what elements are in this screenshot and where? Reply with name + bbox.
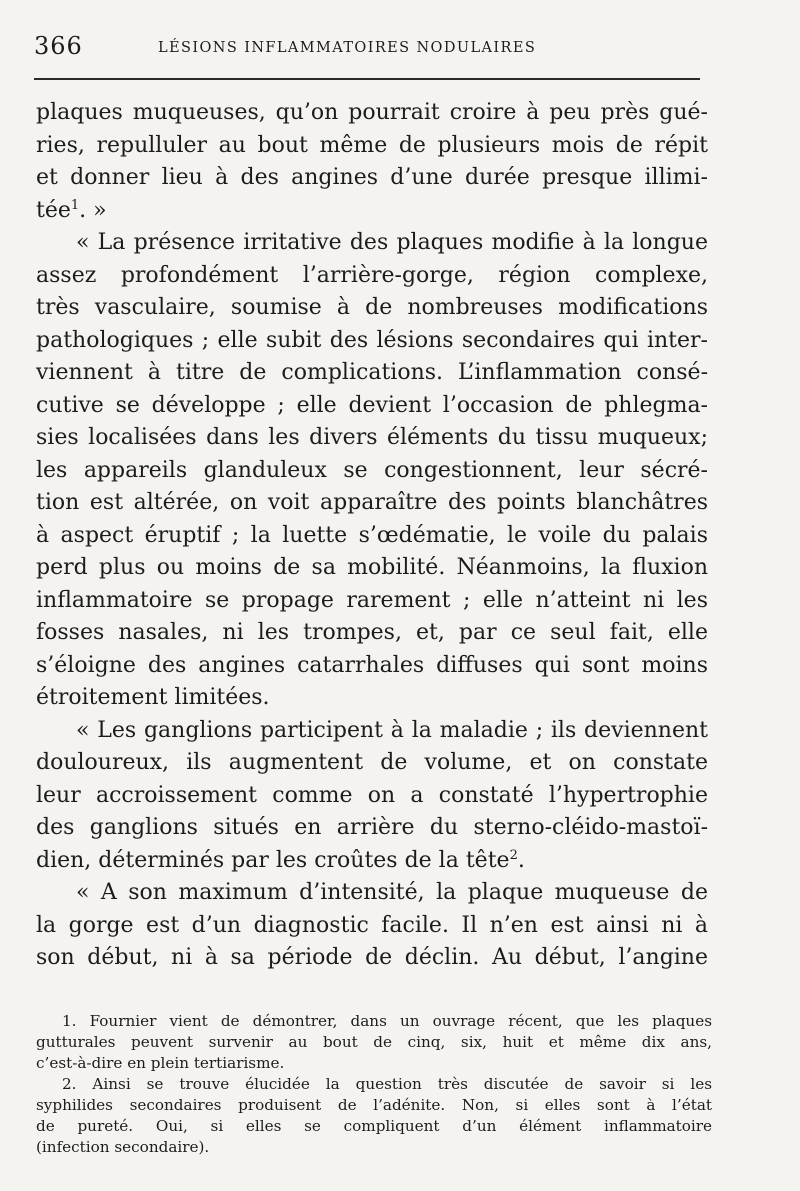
text-line-text: ries, repulluler au bout même de plusieurs mois de répit (36, 132, 708, 158)
text-line (36, 585, 708, 618)
footnote-reference[interactable]: 1 (70, 197, 80, 213)
footnote-line-text: (infection secondaire). (36, 1138, 210, 1156)
footnote-line (36, 1053, 712, 1074)
text-line (36, 325, 708, 358)
text-line-text: tée (36, 197, 71, 223)
page-header (34, 30, 700, 70)
text-line (36, 552, 708, 585)
footnote-line-text: c’est-à-dire en plein tertiarisme. (36, 1054, 285, 1072)
text-line (36, 910, 708, 943)
text-line (36, 422, 708, 455)
text-line-text: . (517, 847, 525, 873)
text-line-text: assez profondément l’arrière-gorge, région complexe, (36, 262, 708, 288)
text-line-text: viennent à titre de complications. L’inflammation consé- (36, 360, 708, 385)
text-line-text: inflammatoire se propage rarement ; elle n’atteint ni les (36, 587, 708, 613)
header-rule (34, 78, 700, 80)
text-line (36, 195, 708, 228)
footnote-line (36, 1116, 712, 1137)
text-line-text: leur accroissement comme on a constaté l’hypertrophie (36, 782, 708, 808)
footnote-line (36, 1032, 712, 1053)
text-line-text: pathologiques ; elle subit des lésions secondaires qui inter- (36, 327, 708, 353)
text-line (36, 520, 708, 553)
text-line-text: s’éloigne des angines catarrhales diffuses qui sont moins (36, 652, 708, 678)
text-line-text: cutive se développe ; elle devient l’occasion de phlegma- (36, 392, 708, 418)
text-line-text: son début, ni à sa période de déclin. Au début, l’angine (36, 945, 708, 970)
text-line-text: et donner lieu à des angines d’une durée presque illimi- (36, 165, 708, 190)
text-line-text: perd plus ou moins de sa mobilité. Néanmoins, la fluxion (36, 555, 708, 580)
text-line-text: étroitement limitées. (36, 685, 270, 710)
main-text (36, 97, 708, 975)
footnote-line-text: syphilides secondaires produisent de l’adénite. Non, si elles sont à l’état (36, 1096, 712, 1114)
text-line (36, 877, 708, 910)
text-line-text: . » (79, 197, 107, 223)
footnote-line (36, 1137, 712, 1158)
text-line-text: très vasculaire, soumise à de nombreuses modifications (36, 295, 708, 320)
text-line (36, 292, 708, 325)
text-line-text: tion est altérée, on voit apparaître des points blanchâtres (36, 490, 708, 515)
text-line-text: plaques muqueuses, qu’on pourrait croire à peu près gué- (36, 100, 708, 125)
page-number: 366 (34, 32, 83, 60)
text-line (36, 227, 708, 260)
text-line (36, 487, 708, 520)
text-line (36, 812, 708, 845)
running-title: LÉSIONS INFLAMMATOIRES NODULAIRES (158, 40, 537, 56)
text-line (36, 455, 708, 488)
text-line (36, 715, 708, 748)
text-line-text: la gorge est d’un diagnostic facile. Il n’en est ainsi ni à (36, 912, 708, 938)
text-line-text: « A son maximum d’intensité, la plaque muqueuse de (76, 880, 708, 905)
text-line (36, 682, 708, 715)
text-line-text: des ganglions situés en arrière du sterno-cléido-mastoï- (36, 815, 708, 840)
text-line (36, 130, 708, 163)
footnote-line-text: 1. Fournier vient de démontrer, dans un ouvrage récent, que les plaques (62, 1012, 712, 1030)
footnote-line-text: 2. Ainsi se trouve élucidée la question très discutée de savoir si les (62, 1075, 712, 1093)
text-line (36, 357, 708, 390)
text-line-text: dien, déterminés par les croûtes de la tête (36, 847, 510, 873)
text-line (36, 780, 708, 813)
text-line (36, 390, 708, 423)
text-line (36, 162, 708, 195)
text-line-text: à aspect éruptif ; la luette s’œdématie, le voile du palais (36, 522, 708, 548)
footnote-line (36, 1074, 712, 1095)
text-line (36, 617, 708, 650)
text-line-text: « La présence irritative des plaques modifie à la longue (76, 230, 708, 255)
text-line (36, 942, 708, 975)
footnote-line (36, 1011, 712, 1032)
footnote-line (36, 1095, 712, 1116)
text-line-text: les appareils glanduleux se congestionnent, leur sécré- (36, 457, 708, 483)
text-line (36, 97, 708, 130)
text-line-text: douloureux, ils augmentent de volume, et on constate (36, 750, 708, 775)
text-line (36, 260, 708, 293)
text-line (36, 747, 708, 780)
text-line (36, 845, 708, 878)
text-line-text: sies localisées dans les divers éléments du tissu muqueux; (36, 425, 708, 450)
footnote-line-text: gutturales peuvent survenir au bout de cinq, six, huit et même dix ans, (36, 1033, 712, 1051)
text-line-text: fosses nasales, ni les trompes, et, par ce seul fait, elle (36, 620, 708, 645)
footnote-line-text: de pureté. Oui, si elles se compliquent d’un élément inflammatoire (36, 1117, 712, 1135)
text-line-text: « Les ganglions participent à la maladie ; ils deviennent (76, 717, 708, 743)
text-line (36, 650, 708, 683)
footnotes (36, 1011, 712, 1158)
footnote-reference[interactable]: 2 (509, 847, 518, 863)
